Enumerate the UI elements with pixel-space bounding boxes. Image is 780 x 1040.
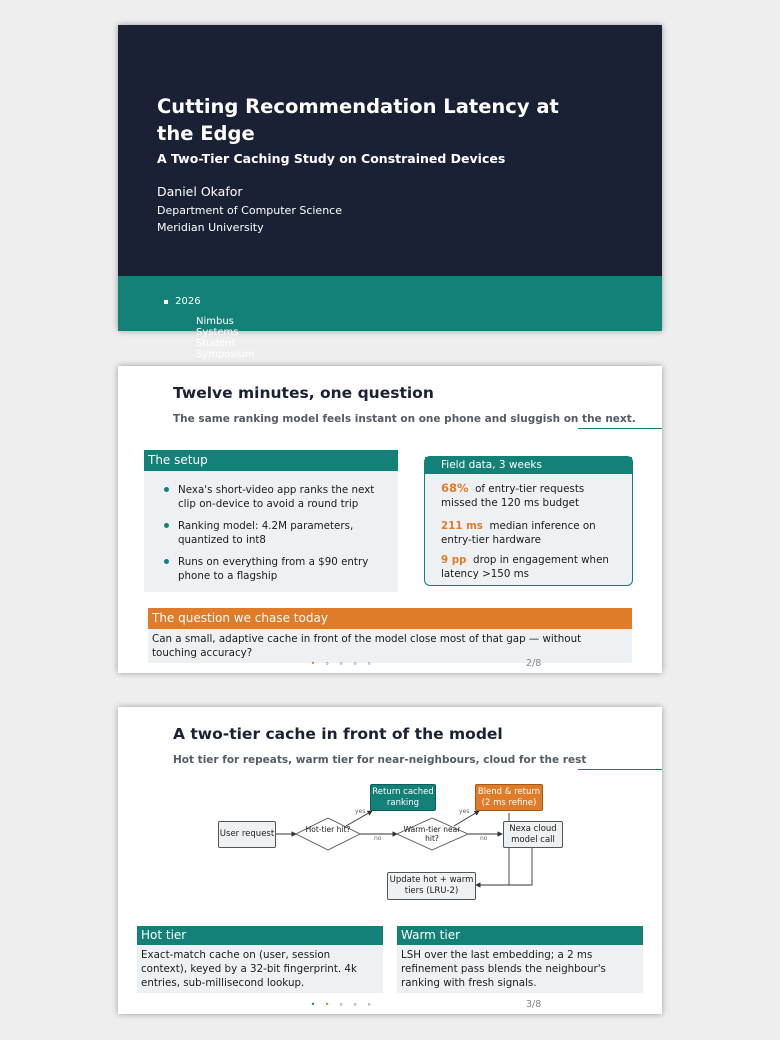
warm-yes-label: yes (459, 808, 470, 815)
blend-return-node: Blend & return (2 ms refine) (475, 784, 543, 811)
stat-value: 68% (441, 481, 469, 495)
slide-subtitle: The same ranking model feels instant on one phone and sluggish on the next. (173, 413, 636, 425)
nav-dot[interactable]: ∘ (352, 659, 358, 668)
nav-dot[interactable]: • (310, 1000, 316, 1009)
warm-tier-decision: Warm-tier near hit? (403, 825, 461, 843)
cloud-call-node: Nexa cloud model call (503, 821, 563, 848)
slide-problem (118, 366, 662, 673)
page-number: 3/8 (526, 999, 542, 1010)
field-data-heading: Field data, 3 weeks (425, 457, 632, 474)
setup-bullet-list (162, 483, 390, 583)
stat-item (441, 519, 623, 547)
slide-subtitle: Hot tier for repeats, warm tier for near-neighbours, cloud for the rest (173, 754, 587, 766)
stat-item (441, 481, 623, 510)
slide-title: A two-tier cache in front of the model (173, 725, 503, 743)
hot-yes-label: yes (355, 808, 366, 815)
setup-block-body (144, 471, 398, 592)
slide-architecture (118, 707, 662, 1014)
stat-text: drop in engagement when latency >150 ms (441, 554, 609, 580)
list-item (162, 483, 390, 511)
question-block-body: Can a small, adaptive cache in front of the model close most of that gap — without touching accuracy? (148, 629, 632, 663)
list-item (162, 519, 390, 547)
nav-dot[interactable]: ∘ (366, 1000, 372, 1009)
slide-navigation[interactable] (306, 659, 376, 668)
stat-text: median inference on entry-tier hardware (441, 520, 596, 546)
header-rule (578, 428, 662, 429)
nav-dot[interactable]: • (324, 1000, 330, 1009)
stat-text: of entry-tier requests missed the 120 ms budget (441, 483, 585, 509)
hot-tier-heading: Hot tier (137, 926, 383, 945)
slide-navigation[interactable] (306, 1000, 376, 1009)
title-slide (118, 25, 662, 360)
author-department: Department of Computer Science (157, 204, 342, 217)
event-name: Nimbus Systems Student Symposium (196, 316, 255, 360)
nav-dot[interactable]: ∘ (338, 1000, 344, 1009)
warm-tier-heading: Warm tier (397, 926, 643, 945)
update-tiers-node: Update hot + warm tiers (LRU-2) (387, 872, 476, 900)
stat-value: 211 ms (441, 520, 483, 532)
bullet-text: Nexa's short-video app ranks the next clip on-device to avoid a round trip (178, 484, 375, 510)
setup-block-heading: The setup (144, 450, 398, 471)
bullet-icon (164, 523, 169, 528)
page-number: 2/8 (526, 658, 542, 669)
nav-dot[interactable]: ∘ (324, 659, 330, 668)
presentation-title: Cutting Recommendation Latency at the Edge (157, 95, 559, 145)
warm-tier-body: LSH over the last embedding; a 2 ms refinement pass blends the neighbour's ranking with fresh signals. (397, 945, 643, 993)
list-item (162, 555, 390, 583)
hot-decision-shape (296, 818, 360, 850)
nav-dot[interactable]: ∘ (366, 659, 372, 668)
warm-no-label: no (480, 835, 488, 842)
footer-separator: ▪ (163, 297, 169, 306)
stat-item (441, 553, 623, 581)
stat-value: 9 pp (441, 554, 467, 566)
presentation-subtitle: A Two-Tier Caching Study on Constrained Devices (157, 151, 506, 166)
bullet-text: Runs on everything from a $90 entry phone to a flagship (178, 556, 369, 582)
hot-tier-decision: Hot-tier hit? (305, 825, 351, 834)
question-block-heading: The question we chase today (148, 608, 632, 629)
author-name: Daniel Okafor (157, 184, 243, 199)
bullet-icon (164, 559, 169, 564)
slide-title: Twelve minutes, one question (173, 384, 434, 402)
author-university: Meridian University (157, 221, 264, 234)
title-footer-band (118, 276, 662, 360)
bullet-text: Ranking model: 4.2M parameters, quantized to int8 (178, 520, 354, 546)
event-year: 2026 (175, 296, 201, 307)
nav-dot[interactable]: • (310, 659, 316, 668)
nav-dot[interactable]: ∘ (338, 659, 344, 668)
user-request-node: User request (218, 821, 276, 848)
bullet-icon (164, 487, 169, 492)
footer-text (157, 296, 255, 360)
return-cached-node: Return cached ranking (370, 784, 436, 811)
nav-dot[interactable]: ∘ (352, 1000, 358, 1009)
hot-tier-body: Exact-match cache on (user, session context), keyed by a 32-bit fingerprint. 4k entries, sub-millisecond lookup. (137, 945, 383, 993)
field-data-box (424, 456, 633, 586)
hot-no-label: no (374, 835, 382, 842)
